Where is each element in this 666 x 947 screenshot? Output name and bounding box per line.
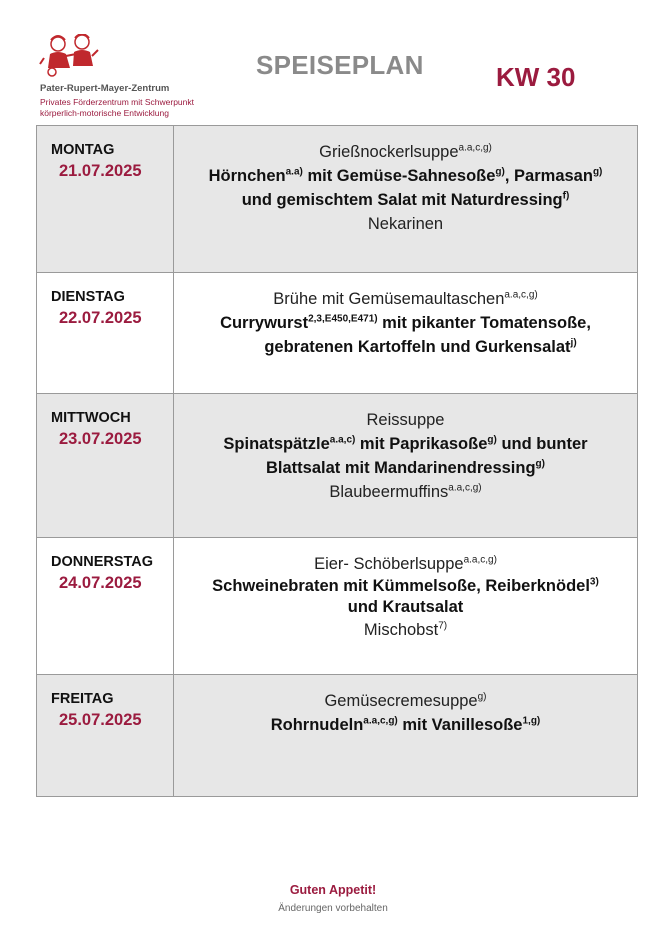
main-dish-line2: und Krautsalat: [347, 598, 464, 616]
page-title: SPEISEPLAN: [256, 50, 424, 80]
soup: Eier- Schöberlsuppe$^{a.a,c,g)}$: [314, 554, 497, 573]
day-name: MONTAG: [51, 142, 115, 158]
meal-cell: [174, 675, 638, 797]
dessert: Blaubeermuffins$^{a.a,c,g)}$: [329, 482, 482, 501]
day-name: FREITAG: [51, 691, 114, 707]
main-dish: Hörnchen$^{a.a)}$ mit Gemüse-Sahnesoße$^{g)}$, Parmasan$^{g)}$: [208, 166, 603, 185]
week-number: KW 30: [496, 62, 576, 92]
menu-table: [36, 125, 638, 797]
day-cell: [37, 273, 174, 394]
day-date: 22.07.2025: [59, 309, 142, 327]
day-cell: [37, 538, 174, 675]
org-name: Pater-Rupert-Mayer-Zentrum: [40, 83, 170, 94]
soup: Grießnockerlsuppe$^{a.a,c,g)}$: [319, 142, 492, 161]
soup: Reissuppe: [366, 411, 445, 429]
greeting: Guten Appetit!: [289, 883, 377, 897]
day-date: 23.07.2025: [59, 430, 142, 448]
disclaimer: Änderungen vorbehalten: [278, 903, 388, 914]
day-date: 21.07.2025: [59, 162, 142, 180]
dessert: Nekarinen: [367, 215, 444, 233]
soup: Gemüsecremesuppe$^{g)}$: [324, 691, 487, 710]
meal-cell: [174, 126, 638, 273]
day-date: 25.07.2025: [59, 711, 142, 729]
children-logo-icon: [38, 34, 108, 78]
soup: Brühe mit Gemüsemaultaschen$^{a.a,c,g)}$: [273, 289, 538, 308]
main-dish-line2: und gemischtem Salat mit Naturdressing$^{f)}$: [241, 190, 570, 209]
main-dish-line2: Blattsalat mit Mandarinendressing$^{g)}$: [265, 458, 545, 477]
org-subtitle: [40, 97, 194, 119]
meal-cell: [174, 538, 638, 675]
main-dish: Currywurst$^{2,3,E450,E471)}$ mit pikanter Tomatensoße,: [220, 313, 591, 332]
dessert: Mischobst$^{7)}$: [363, 620, 448, 639]
day-row-tuesday: [37, 273, 638, 394]
main-dish: Rohrnudeln$^{a.a,c,g)}$ mit Vanillesoße$^{1,g)}$: [270, 715, 541, 734]
meal-cell: [174, 394, 638, 538]
day-cell: [37, 394, 174, 538]
day-cell: [37, 675, 174, 797]
day-row-wednesday: [37, 394, 638, 538]
day-name: DONNERSTAG: [51, 554, 154, 570]
day-row-thursday: [37, 538, 638, 675]
main-dish-line2: gebratenen Kartoffeln und Gurkensalat$^{j)}$: [264, 337, 577, 356]
day-row-friday: [37, 675, 638, 797]
main-dish: Spinatspätzle$^{a.a,c)}$ mit Paprikasoße$^{g)}$ und bunter: [223, 434, 588, 453]
org-subtitle-line2: körperlich-motorische Entwicklung: [40, 108, 169, 118]
day-date: 24.07.2025: [59, 574, 142, 592]
meal-cell: [174, 273, 638, 394]
org-subtitle-line1: Privates Förderzentrum mit Schwerpunkt: [40, 97, 194, 107]
day-name: DIENSTAG: [51, 289, 125, 305]
day-row-monday: [37, 126, 638, 273]
main-dish: Schweinebraten mit Kümmelsoße, Reiberknödel$^{3)}$: [212, 576, 599, 595]
day-name: MITTWOCH: [51, 410, 131, 426]
day-cell: [37, 126, 174, 273]
